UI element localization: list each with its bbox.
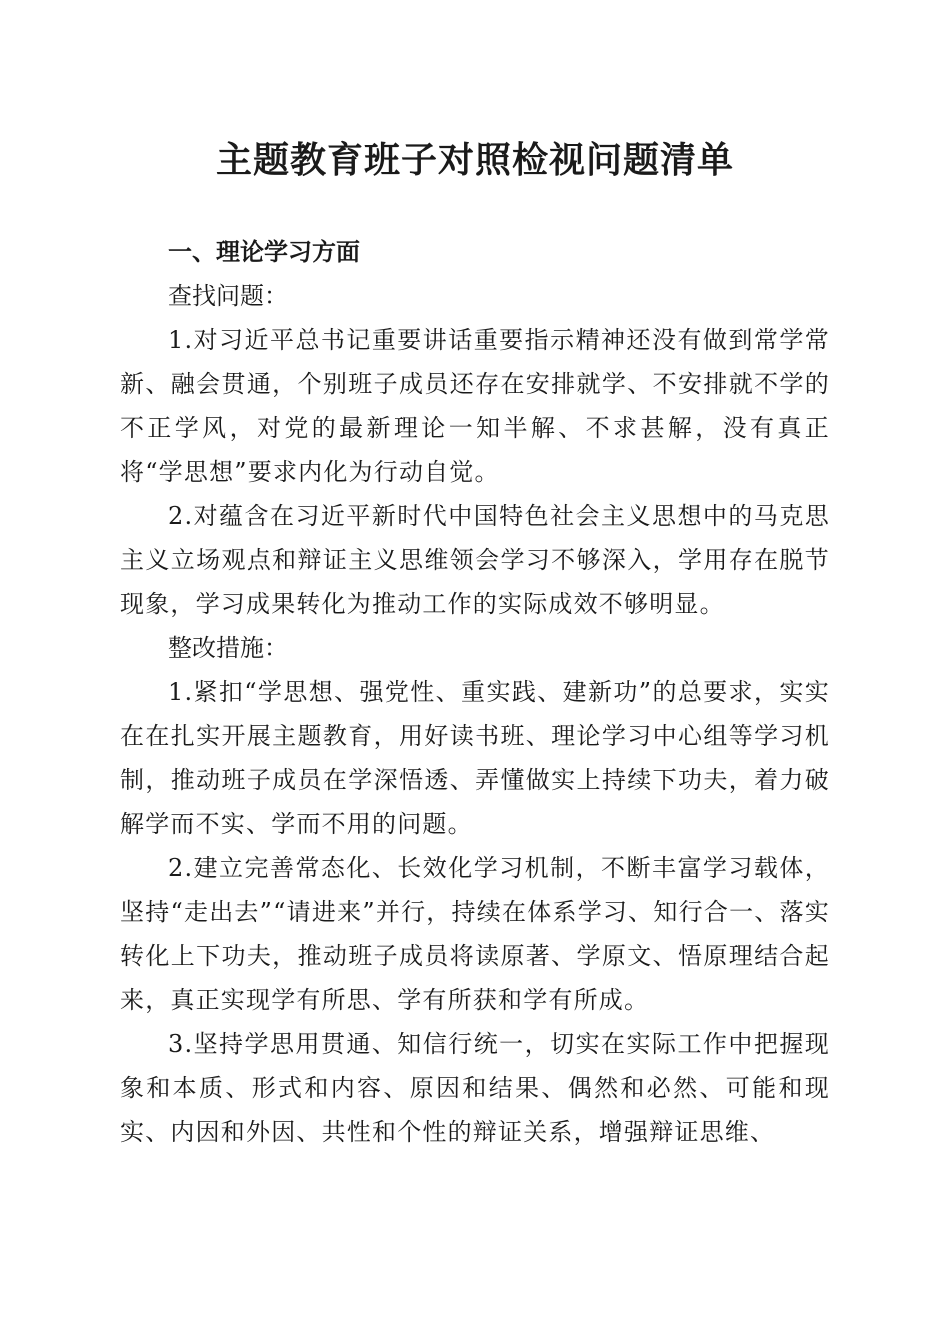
measure-item-2: 2.建立完善常态化、长效化学习机制，不断丰富学习载体，坚持“走出去”“请进来”并行，持续在体系学习、知行合一、落实转化上下功夫，推动班子成员将读原著、学原文、悟原理结合起来，真正实现学有所思、学有所获和学有所成。: [120, 854, 830, 1014]
problem-item-2: 2.对蕴含在习近平新时代中国特色社会主义思想中的马克思主义立场观点和辩证主义思维领会学习不够深入，学用存在脱节现象，学习成果转化为推动工作的实际成效不够明显。: [120, 502, 830, 618]
problem-item-1: 1.对习近平总书记重要讲话重要指示精神还没有做到常学常新、融会贯通，个别班子成员还存在安排就学、不安排就不学的不正学风，对党的最新理论一知半解、不求甚解，没有真正将“学思想”要求内化为行动自觉。: [120, 326, 830, 486]
problems-label: 查找问题：: [168, 282, 288, 310]
measure-item-1: 1.紧扣“学思想、强党性、重实践、建新功”的总要求，实实在在扎实开展主题教育，用好读书班、理论学习中心组等学习机制，推动班子成员在学深悟透、弄懂做实上持续下功夫，着力破解学而不实、学而不用的问题。: [120, 678, 830, 838]
measures-label: 整改措施：: [168, 634, 288, 662]
section-heading: 一、理论学习方面: [168, 238, 360, 266]
measure-item-3: 3.坚持学思用贯通、知信行统一，切实在实际工作中把握现象和本质、形式和内容、原因和结果、偶然和必然、可能和现实、内因和外因、共性和个性的辩证关系，增强辩证思维、: [120, 1030, 830, 1146]
document-title: 主题教育班子对照检视问题清单: [215, 139, 734, 181]
document-body: [120, 230, 830, 1154]
